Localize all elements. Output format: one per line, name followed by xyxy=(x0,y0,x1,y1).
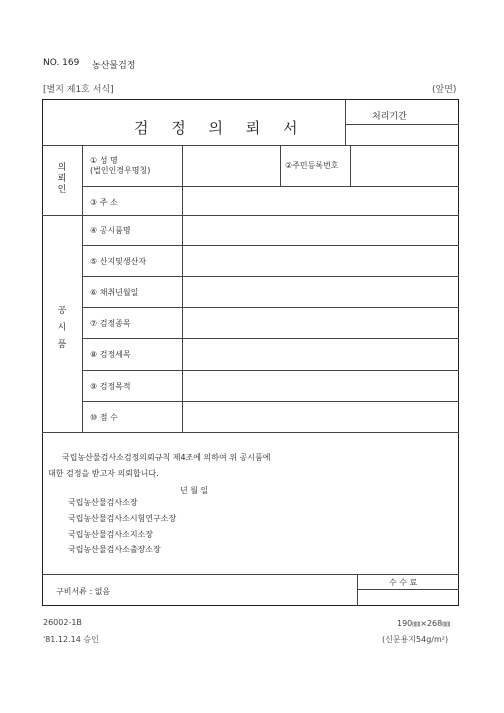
annex-label: [별지 제1호 서식] xyxy=(43,85,114,95)
divider xyxy=(42,574,459,575)
divider xyxy=(82,245,459,246)
divider xyxy=(357,589,459,590)
paper-size: 190㎜×268㎜ xyxy=(397,619,451,628)
name-label: ① 성 명 xyxy=(90,156,118,165)
processing-period-label: 처리기간 xyxy=(372,112,407,122)
recipient: 국립농산물검사소출장소장 xyxy=(68,545,161,554)
sample-row-label: ⑨ 검정목적 xyxy=(90,382,131,391)
divider xyxy=(82,186,459,187)
divider xyxy=(42,432,459,433)
page-side-label: (앞면) xyxy=(432,85,457,95)
divider xyxy=(357,574,358,606)
divider xyxy=(42,215,459,216)
divider xyxy=(182,145,183,432)
sample-row-label: ⑤ 산지및생산자 xyxy=(90,257,147,266)
address-label: ③ 주 소 xyxy=(90,198,118,207)
form-name: 농산물검정 xyxy=(92,61,136,71)
recipient: 국립농산물검사소장 xyxy=(68,498,138,507)
recipient: 국립농산물검사소시험연구소장 xyxy=(68,514,177,523)
divider xyxy=(82,145,83,222)
sample-row-label: ⑥ 채취년월일 xyxy=(90,288,139,297)
paper-type: (신문용지54g/m²) xyxy=(382,635,449,644)
sample-group-label: 공 시 품 xyxy=(57,306,67,350)
divider xyxy=(345,99,346,145)
form-title: 검 정 의 뢰 서 xyxy=(134,119,307,137)
sample-row-label: ⑦ 검정종목 xyxy=(90,319,131,328)
sample-row-label: ⑩ 점 수 xyxy=(90,413,118,422)
request-text-line2: 대한 검정을 받고자 의뢰합니다. xyxy=(48,469,159,478)
applicant-group-label: 의 뢰 인 xyxy=(57,163,67,195)
divider xyxy=(82,276,459,277)
divider xyxy=(42,145,459,146)
recipient: 국립농산물검사소지소장 xyxy=(68,530,154,539)
sample-row-label: ⑧ 검정세목 xyxy=(90,350,131,359)
fee-label: 수 수 료 xyxy=(389,578,418,587)
divider xyxy=(345,124,459,125)
date-line: 년 월 일 xyxy=(180,486,209,495)
request-text-line1: 국립농산물검사소검정의뢰규칙 제4조에 의하여 위 공시품에 xyxy=(62,453,271,462)
form-code: 26002-1B xyxy=(43,618,82,627)
attachments-label: 구비서류 : 없음 xyxy=(56,587,111,596)
divider xyxy=(82,401,459,402)
sample-row-label: ④ 공시품명 xyxy=(90,226,131,235)
divider xyxy=(82,307,459,308)
form-number: NO. 169 xyxy=(43,58,80,68)
divider xyxy=(82,338,459,339)
divider xyxy=(280,145,281,186)
divider xyxy=(82,370,459,371)
divider xyxy=(82,215,83,432)
divider xyxy=(350,145,351,186)
name-label-corp: (법인인경우명칭) xyxy=(90,166,151,175)
resident-number-label: ②주민등록번호 xyxy=(285,161,339,170)
approval-date: '81.12.14 승인 xyxy=(43,635,99,644)
